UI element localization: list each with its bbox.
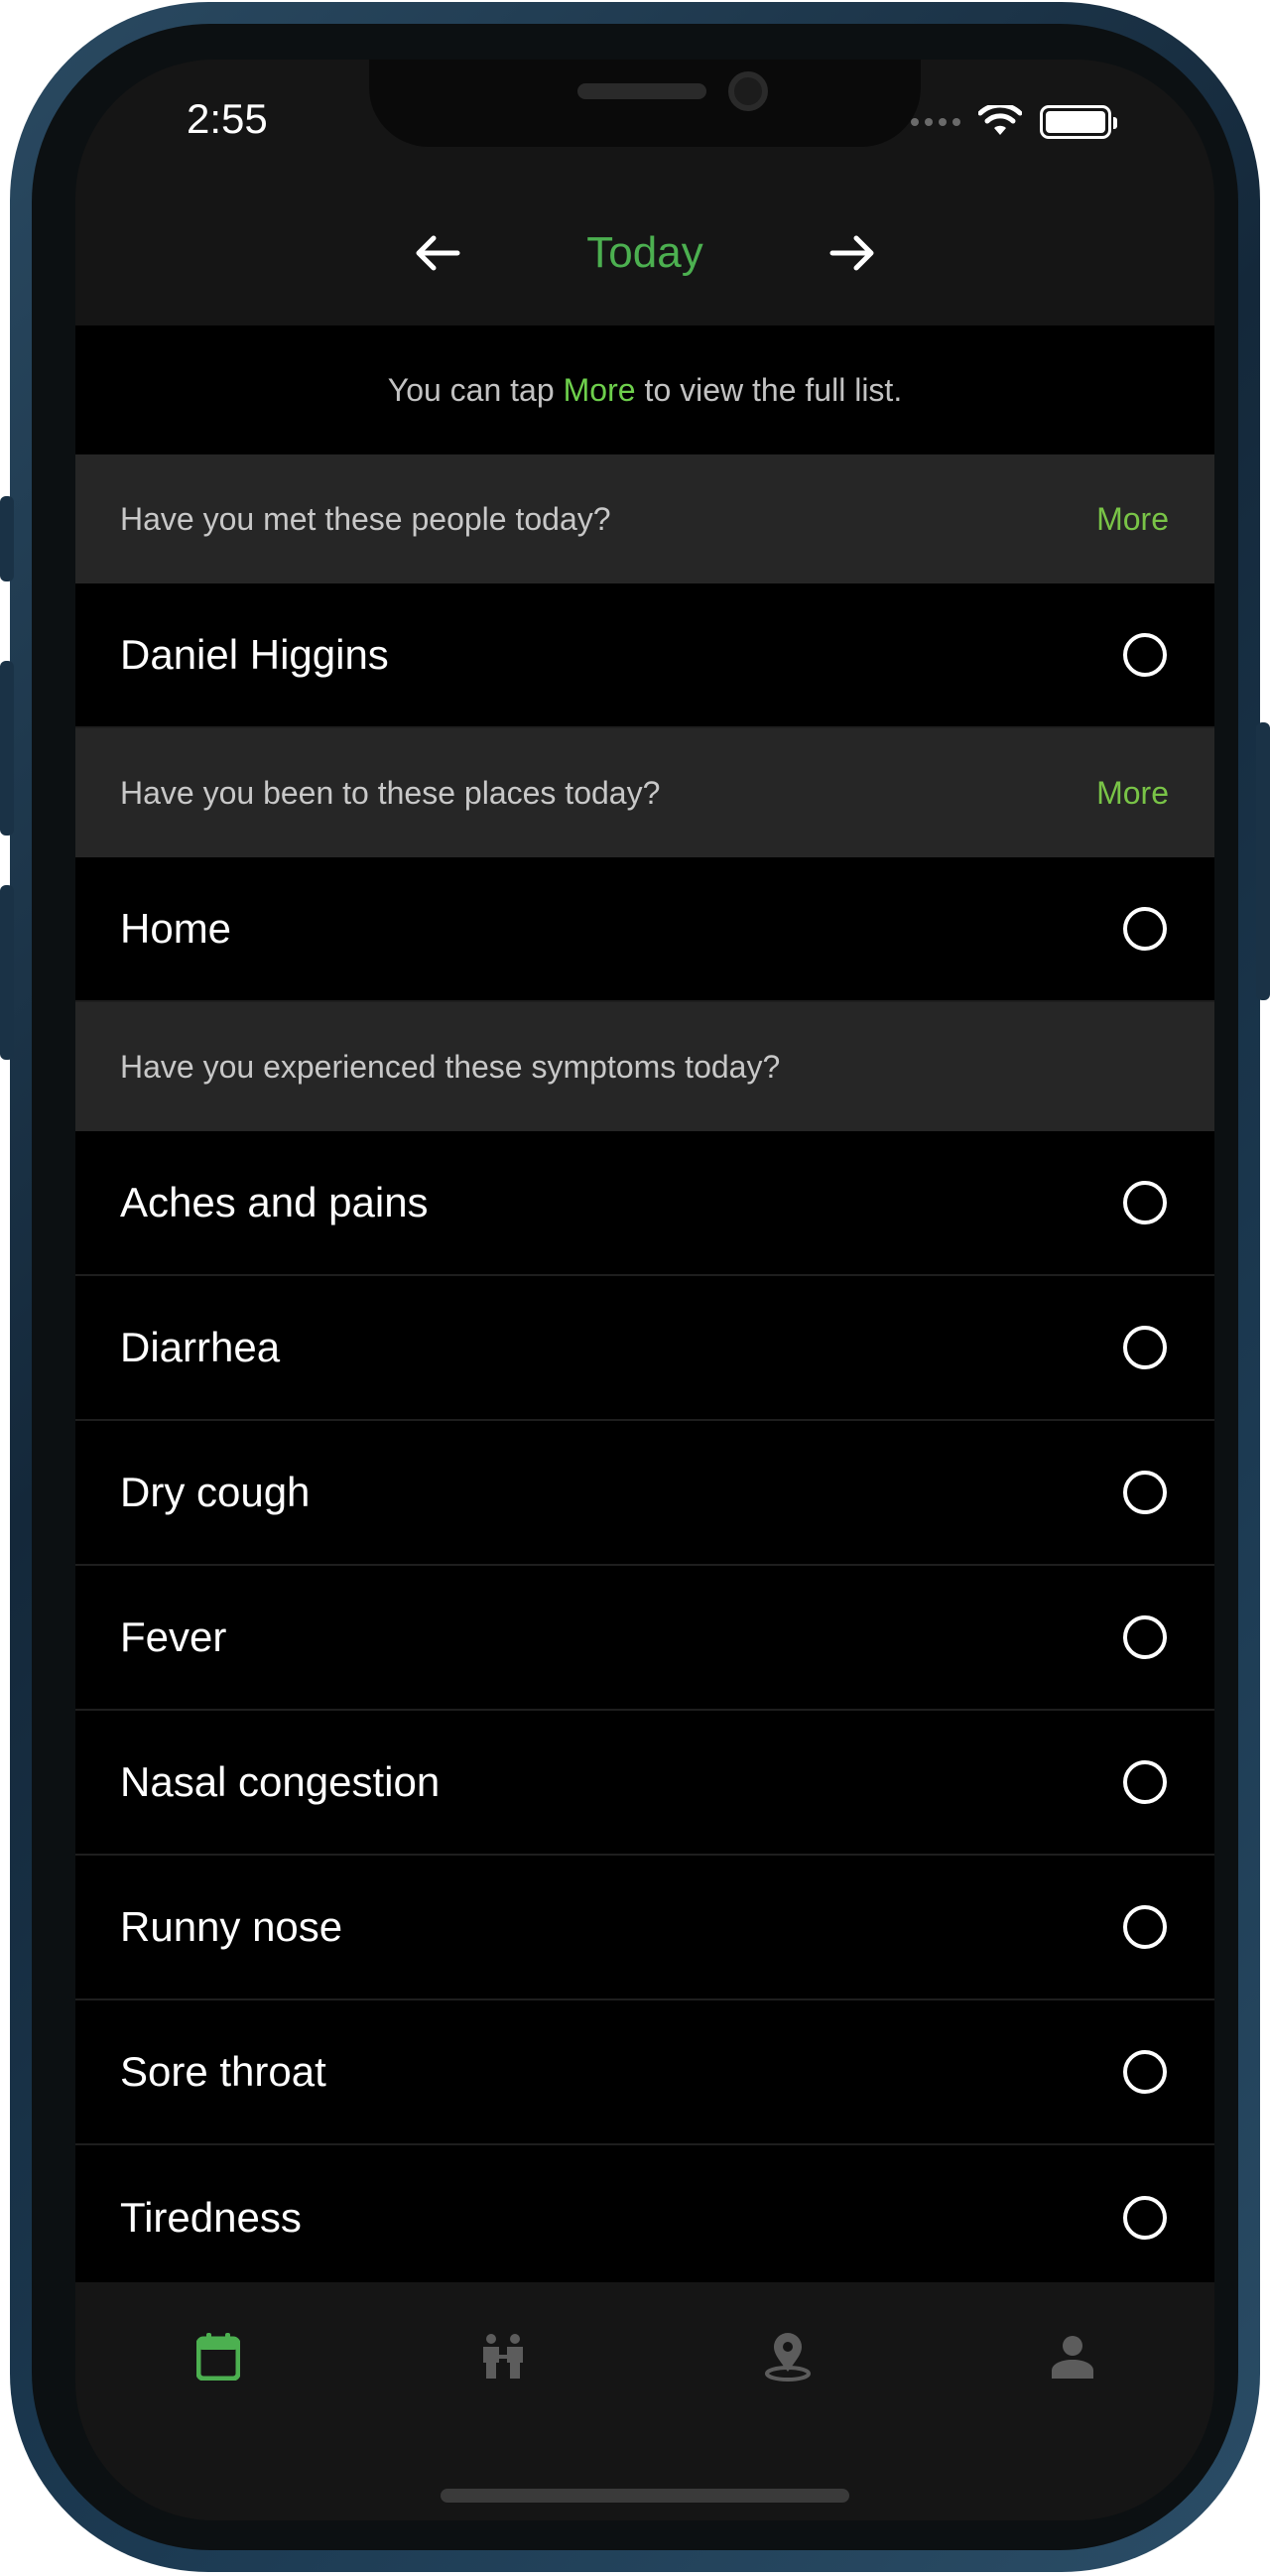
list-item[interactable] (75, 1711, 1214, 1856)
radio-button[interactable] (1123, 1471, 1167, 1514)
radio-button[interactable] (1123, 633, 1167, 677)
hint-suffix: to view the full list. (644, 371, 903, 408)
calendar-icon (196, 2333, 240, 2381)
list-item-label: Dry cough (120, 1469, 311, 1515)
location-pin-icon (763, 2332, 813, 2382)
mute-switch (0, 496, 14, 581)
list-item-label: Tiredness (120, 2194, 302, 2241)
list-item[interactable] (75, 1566, 1214, 1711)
notch (369, 60, 921, 147)
people-question: Have you met these people today? (120, 500, 611, 537)
profile-icon (1050, 2335, 1095, 2379)
battery-icon (1040, 105, 1111, 139)
list-item[interactable] (75, 583, 1214, 728)
daily-checklist (75, 325, 1214, 2290)
list-item[interactable] (75, 1276, 1214, 1421)
volume-up-button (0, 661, 14, 836)
list-item-label: Daniel Higgins (120, 631, 389, 678)
list-item-label: Aches and pains (120, 1179, 429, 1225)
people-more-button[interactable]: More (1096, 500, 1169, 537)
radio-button[interactable] (1123, 1760, 1167, 1804)
list-item-label: Fever (120, 1613, 227, 1660)
arrow-right-icon (828, 233, 876, 273)
tab-people[interactable] (360, 2333, 645, 2381)
radio-button[interactable] (1123, 2050, 1167, 2094)
places-question: Have you been to these places today? (120, 774, 661, 811)
hint-highlight: More (563, 371, 636, 408)
radio-button[interactable] (1123, 1181, 1167, 1224)
list-item-label: Runny nose (120, 1903, 343, 1950)
people-icon (479, 2333, 527, 2381)
cellular-signal-icon (911, 118, 960, 126)
symptoms-section-header (75, 1002, 1214, 1131)
list-item-label: Nasal congestion (120, 1758, 441, 1805)
power-button (1256, 722, 1270, 1000)
tab-profile[interactable] (930, 2335, 1214, 2379)
speaker-grille (577, 83, 706, 99)
hint-prefix: You can tap (387, 371, 555, 408)
previous-day-button[interactable] (408, 223, 467, 283)
app-screen (75, 60, 1214, 2520)
page-title: Today (586, 228, 703, 277)
volume-down-button (0, 885, 14, 1060)
list-item-label: Home (120, 905, 232, 952)
radio-button[interactable] (1123, 907, 1167, 951)
hint-banner (75, 325, 1214, 454)
tab-places[interactable] (645, 2332, 930, 2382)
list-item[interactable] (75, 857, 1214, 1002)
tab-calendar[interactable] (75, 2333, 360, 2381)
day-navigator (75, 208, 1214, 298)
tab-bar (75, 2282, 1214, 2520)
places-section-header (75, 728, 1214, 857)
next-day-button[interactable] (823, 223, 882, 283)
phone-frame (10, 2, 1260, 2572)
radio-button[interactable] (1123, 1326, 1167, 1369)
arrow-left-icon (414, 233, 461, 273)
list-item-label: Diarrhea (120, 1324, 281, 1370)
list-item[interactable] (75, 2145, 1214, 2290)
list-item[interactable] (75, 2000, 1214, 2145)
symptoms-question: Have you experienced these symptoms today? (120, 1048, 781, 1085)
radio-button[interactable] (1123, 1905, 1167, 1949)
radio-button[interactable] (1123, 1615, 1167, 1659)
list-item[interactable] (75, 1421, 1214, 1566)
list-item[interactable] (75, 1856, 1214, 2000)
list-item[interactable] (75, 1131, 1214, 1276)
status-time: 2:55 (187, 95, 268, 142)
status-icons (911, 105, 1111, 139)
places-more-button[interactable]: More (1096, 774, 1169, 811)
radio-button[interactable] (1123, 2196, 1167, 2240)
front-camera (728, 71, 768, 111)
people-section-header (75, 454, 1214, 583)
wifi-icon (978, 105, 1022, 139)
home-indicator[interactable] (441, 2489, 849, 2503)
list-item-label: Sore throat (120, 2048, 326, 2095)
